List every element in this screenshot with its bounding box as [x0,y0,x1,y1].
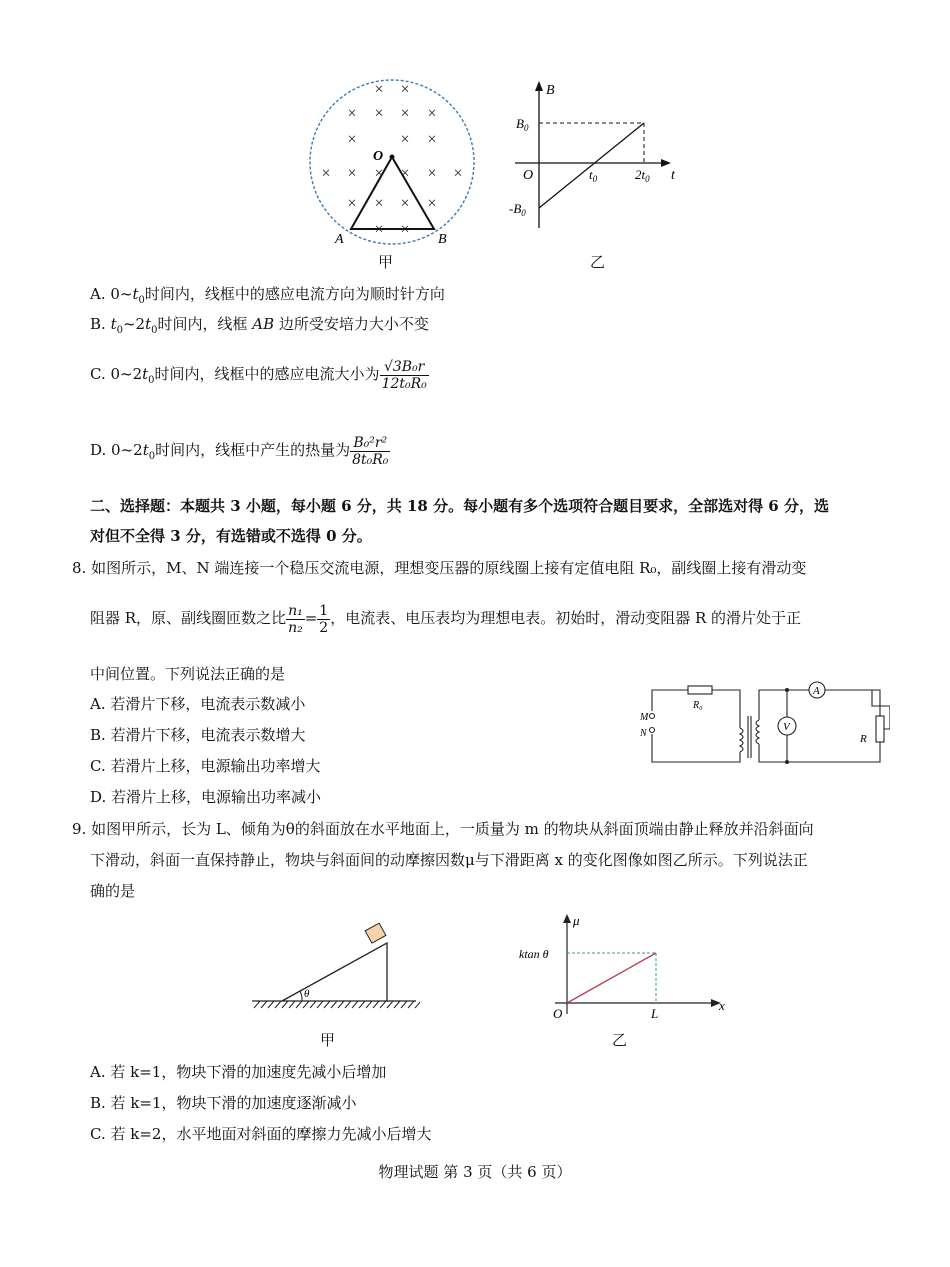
t0-label: $t_0$ [589,167,598,184]
theta-label: θ [304,988,310,1000]
field-boundary-circle [310,80,474,244]
field-cross: × [321,165,331,182]
two-t0-label: $2t_0$ [635,167,650,184]
field-cross: × [374,195,384,212]
mu-x-line [567,953,656,1003]
q9-stem-line2: 下滑动，斜面一直保持静止，物块与斜面间的动摩擦因数μ与下滑距离 x 的变化图像如图乙所示。下列说法正 [90,851,808,869]
label-a: A [335,232,344,247]
figure-jia-magnetic-field [300,72,485,272]
label-b: B [438,232,447,247]
q9-option-c: C. 若 k=2，水平地面对斜面的摩擦力先减小后增大 [90,1125,432,1143]
page-footer: 物理试题 第 3 页（共 6 页） [378,1163,572,1181]
rheostat-r [876,716,884,742]
b-t-line [539,123,644,208]
q9-figure-jia-incline [250,915,420,1015]
q8-transformer-circuit [640,676,890,771]
field-cross: × [374,165,384,182]
svg-text:A: A [813,685,820,697]
q7-option-b: B. $t_0\sim 2t_0$时间内，线框 AB 边所受安培力大小不变 [90,315,429,336]
svg-text:R: R [860,733,867,745]
field-cross: × [400,131,410,148]
ratio-value-fraction: $\frac{1}{2}$ [319,602,329,636]
figure-yi-bt-graph [505,78,690,238]
q8-stem-line2: 阻器 R，原、副线圈匝数之比 $\frac{\text{n₁}}{\text{n₂}}$ = $\frac{1}{2}$ ，电流表、电压表均为理想电表。初始时，滑动变阻器 R 的滑片处于正 [90,602,802,636]
q8-stem-line3: 中间位置。下列说法正确的是 [90,665,286,683]
turns-ratio-fraction: $\frac{\text{n₁}}{\text{n₂}}$ [288,602,303,636]
q8-option-a: A. 若滑片下移，电流表示数减小 [90,695,306,713]
axis-t-label: t [671,168,675,183]
q7-option-d: D. $0\sim 2t_0$时间内，线框中产生的热量为 $\frac{\text{B₀²r²}}{\text{8t₀R₀}}$ [90,434,389,468]
origin-label: O [523,168,534,183]
b0-label: $B_0$ [516,116,529,133]
q8-option-c: C. 若滑片上移，电源输出功率增大 [90,757,321,775]
q8-option-d: D. 若滑片上移，电源输出功率减小 [90,788,322,806]
svg-text:O: O [553,1006,563,1020]
field-cross: × [374,105,384,122]
field-cross: × [427,131,437,148]
field-cross: × [400,195,410,212]
triangle-frame-oab [351,157,437,229]
heat-fraction: $\frac{\text{B₀²r²}}{\text{8t₀R₀}}$ [352,434,389,468]
svg-text:N: N [640,728,647,739]
q7-option-c: C. $0\sim 2t_0$时间内，线框中的感应电流大小为 $\frac{\text{√3B₀r}}{\text{12t₀R₀}}$ [90,358,427,392]
svg-text:L: L [651,1006,659,1020]
field-cross: × [374,81,384,98]
field-cross: × [347,195,357,212]
q7-option-a: A. $0\sim t_0$时间内，线框中的感应电流方向为顺时针方向 [90,285,445,306]
field-cross: × [347,165,357,182]
neg-b0-label: $-B_0$ [509,201,526,218]
field-cross: × [427,165,437,182]
field-cross: × [427,195,437,212]
q9-yi-caption: 乙 [612,1031,628,1049]
label-o: O [373,149,384,164]
field-cross: × [400,105,410,122]
field-cross: × [400,221,410,238]
q9-jia-caption: 甲 [320,1031,336,1049]
q9-figure-yi-mu-x-graph [515,910,735,1020]
svg-text:R₀: R₀ [693,700,703,711]
block-m [365,923,386,943]
q9-stem-line1: 9. 如图甲所示，长为 L、倾角为θ的斜面放在水平地面上，一质量为 m 的物块从斜面顶端由静止释放并沿斜面向 [72,820,814,838]
svg-text:M: M [640,712,649,723]
field-cross: × [400,165,410,182]
field-cross: × [400,81,410,98]
figure-yi-caption: 乙 [590,253,606,271]
svg-text:V: V [783,721,790,733]
axis-b-label: B [546,83,555,98]
svg-text:μ: μ [573,913,580,928]
figure-jia-caption: 甲 [378,253,394,271]
current-fraction: $\frac{\text{√3B₀r}}{\text{12t₀R₀}}$ [381,358,427,392]
q9-option-b: B. 若 k=1，物块下滑的加速度逐渐减小 [90,1094,357,1112]
field-cross: × [427,105,437,122]
q8-option-b: B. 若滑片下移，电流表示数增大 [90,726,306,744]
q9-option-a: A. 若 k=1，物块下滑的加速度先减小后增加 [90,1063,387,1081]
svg-text:x: x [719,998,725,1013]
field-cross: × [347,131,357,148]
field-cross: × [374,221,384,238]
section2-heading-line1: 二、选择题：本题共 3 小题，每小题 6 分，共 18 分。每小题有多个选项符合题目要求，全部选对得 6 分，选 [90,497,829,515]
resistor-r0 [688,686,712,694]
field-cross: × [453,165,463,182]
section2-heading-line2: 对但不全得 3 分，有选错或不选得 0 分。 [90,527,372,545]
point-o-dot [390,155,395,160]
field-cross: × [347,105,357,122]
q9-stem-line3: 确的是 [90,882,136,900]
q8-stem-line1: 8. 如图所示，M、N 端连接一个稳压交流电源，理想变压器的原线圈上接有定值电阻 R₀，副线圈上接有滑动变 [72,559,807,577]
svg-text:ktan θ: ktan θ [519,947,549,961]
